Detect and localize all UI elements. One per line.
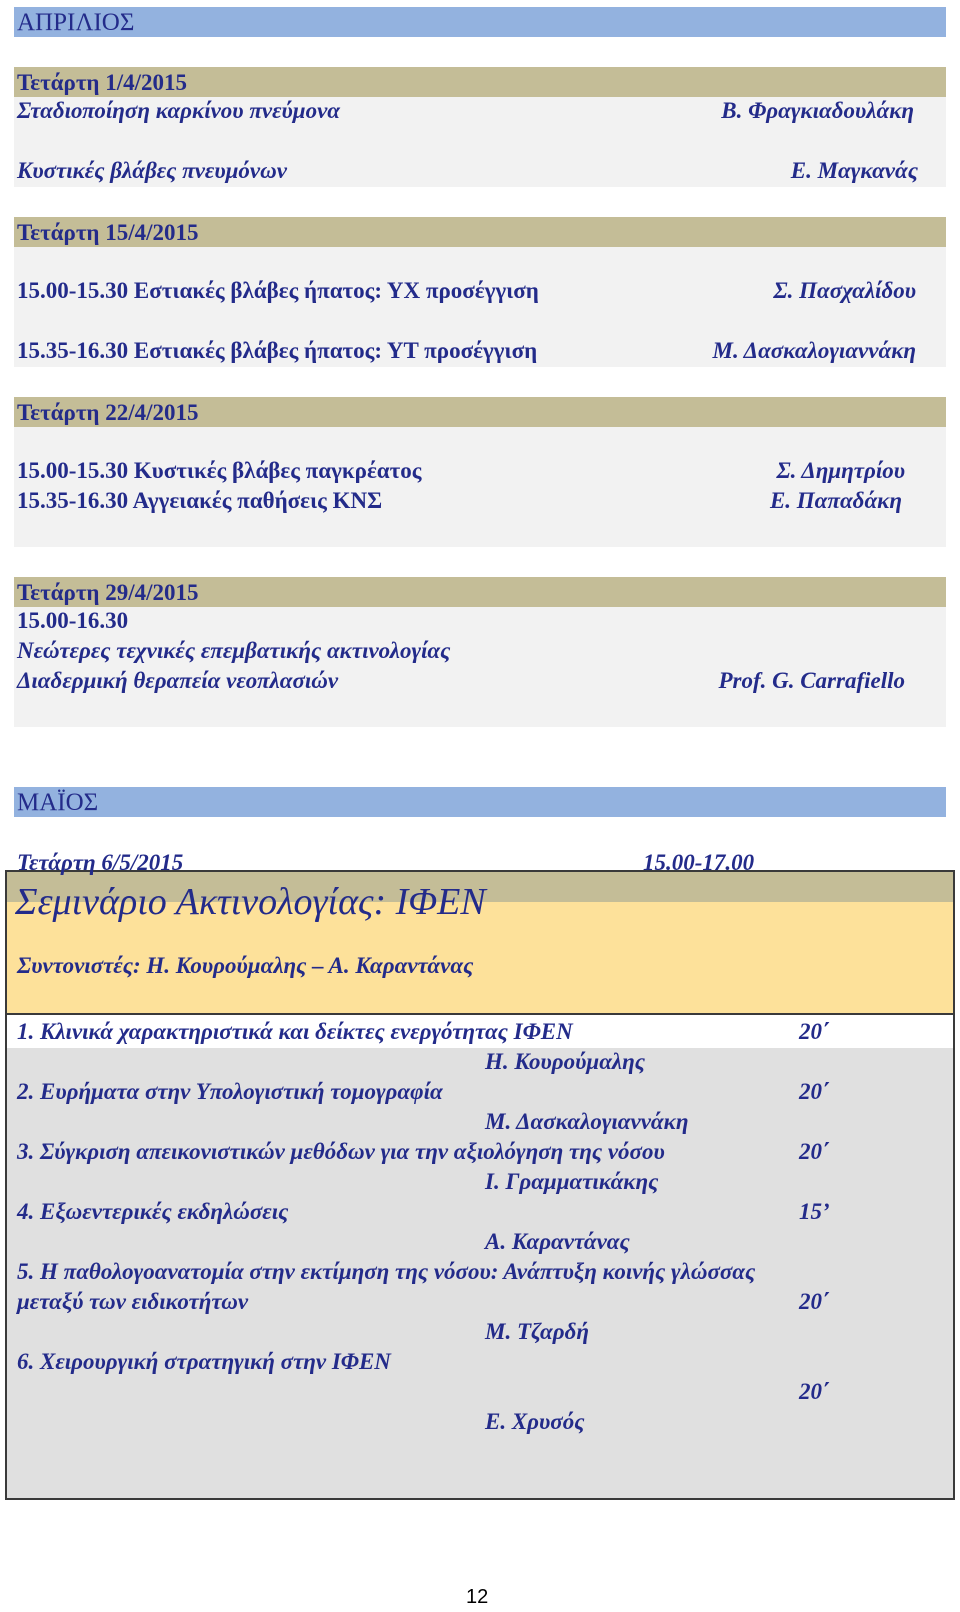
day-header: Τετάρτη 15/4/2015 bbox=[14, 217, 946, 247]
topic: 15.35-16.30 Αγγειακές παθήσεις ΚΝΣ bbox=[17, 488, 383, 513]
talk-speaker: Μ. Δασκαλογιαννάκη bbox=[485, 1109, 689, 1134]
speaker: Σ. Δημητρίου bbox=[776, 458, 905, 483]
seminar-coordinators: Συντονιστές: Η. Κουρούμαλης – Α. Καραντάνας bbox=[17, 953, 474, 978]
time-range: 15.00-16.30 bbox=[17, 608, 129, 633]
talk-title: 1. Κλινικά χαρακτηριστικά και δείκτες ενεργότητας ΙΦΕΝ bbox=[17, 1019, 573, 1044]
speaker: Σ. Πασχαλίδου bbox=[773, 278, 916, 303]
talk-speaker: Α. Καραντάνας bbox=[485, 1229, 630, 1254]
talk-title: 5. Η παθολογοανατομία στην εκτίμηση της νόσου: Ανάπτυξη κοινής γλώσσας bbox=[17, 1259, 756, 1284]
month-header-april: ΑΠΡΙΛΙΟΣ bbox=[14, 7, 946, 37]
day-block-bg bbox=[14, 607, 946, 727]
talk-duration: 20΄ bbox=[799, 1379, 830, 1404]
talk-speaker: Ε. Χρυσός bbox=[485, 1409, 585, 1434]
topic: 15.00-15.30 Κυστικές βλάβες παγκρέατος bbox=[17, 458, 422, 483]
seminar-date: Τετάρτη 6/5/2015 bbox=[17, 850, 184, 875]
talk-duration: 20΄ bbox=[799, 1289, 830, 1314]
talk-title: 6. Χειρουργική στρατηγική στην ΙΦΕΝ bbox=[17, 1349, 391, 1374]
talk-duration: 20΄ bbox=[799, 1019, 830, 1044]
seminar-time: 15.00-17.00 bbox=[643, 850, 755, 875]
page-number: 12 bbox=[466, 1586, 489, 1608]
topic: Διαδερμική θεραπεία νεοπλασιών bbox=[17, 668, 339, 693]
talk-duration: 20΄ bbox=[799, 1139, 830, 1164]
talk-title-continued: μεταξύ των ειδικοτήτων bbox=[17, 1289, 249, 1314]
day-header: Τετάρτη 22/4/2015 bbox=[14, 397, 946, 427]
day-block-bg bbox=[14, 427, 946, 547]
speaker: Ε. Παπαδάκη bbox=[769, 488, 902, 513]
talk-title: 2. Ευρήματα στην Υπολογιστική τομογραφία bbox=[17, 1079, 443, 1104]
day-header: Τετάρτη 1/4/2015 bbox=[14, 67, 946, 97]
talk-speaker: Η. Κουρούμαλης bbox=[485, 1049, 646, 1074]
talk-title: 3. Σύγκριση απεικονιστικών μεθόδων για την αξιολόγηση της νόσου bbox=[17, 1139, 665, 1164]
speaker: Prof. G. Carrafiello bbox=[718, 668, 905, 693]
talk-duration: 15’ bbox=[799, 1199, 830, 1224]
month-header-may: ΜΑΪΟΣ bbox=[14, 787, 946, 817]
topic: Σταδιοποίηση καρκίνου πνεύμονα bbox=[17, 98, 340, 123]
speaker: Β. Φραγκιαδουλάκη bbox=[721, 98, 914, 123]
topic: Κυστικές βλάβες πνευμόνων bbox=[17, 158, 287, 183]
speaker: Ε. Μαγκανάς bbox=[790, 158, 918, 183]
topic: 15.35-16.30 Εστιακές βλάβες ήπατος: ΥΤ προσέγγιση bbox=[17, 338, 538, 363]
seminar-title: Σεμινάριο Ακτινολογίας: ΙΦΕΝ bbox=[15, 881, 486, 923]
topic: 15.00-15.30 Εστιακές βλάβες ήπατος: ΥΧ προσέγγιση bbox=[17, 278, 539, 303]
talk-speaker: Ι. Γραμματικάκης bbox=[485, 1169, 659, 1194]
talk-duration: 20΄ bbox=[799, 1079, 830, 1104]
topic: Νεώτερες τεχνικές επεμβατικής ακτινολογίας bbox=[17, 638, 451, 663]
talk-title: 4. Εξωεντερικές εκδηλώσεις bbox=[17, 1199, 289, 1224]
speaker: Μ. Δασκαλογιαννάκη bbox=[712, 338, 916, 363]
talk-speaker: Μ. Τζαρδή bbox=[485, 1319, 589, 1344]
day-header: Τετάρτη 29/4/2015 bbox=[14, 577, 946, 607]
